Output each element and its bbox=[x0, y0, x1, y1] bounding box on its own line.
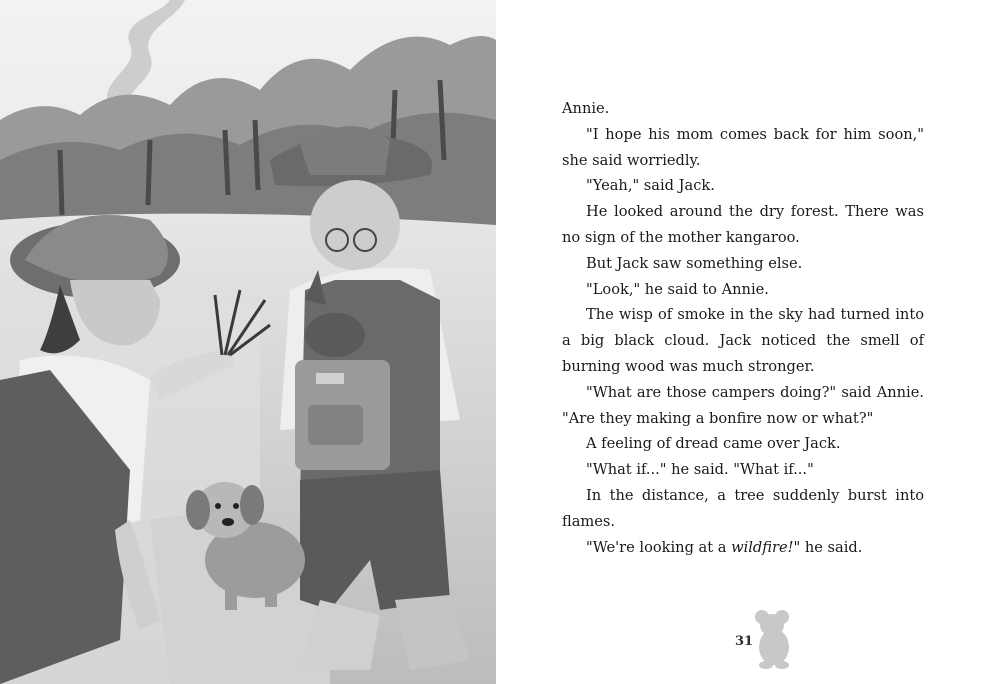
paragraph: He looked around the dry forest. There was no sign of the mother kangaroo. bbox=[562, 203, 924, 246]
paragraph: "What if..." he said. "What if..." bbox=[586, 461, 814, 479]
paragraph: "I hope his mom comes back for him soon," she said worriedly. bbox=[562, 125, 924, 169]
paragraph: "Look," he said to Annie. bbox=[586, 280, 769, 298]
story-text bbox=[562, 96, 924, 560]
paragraph: The wisp of smoke in the sky had turned into a big black cloud. Jack noticed the smell of burning wood was much stronger. bbox=[562, 306, 924, 375]
koala-silhouette-icon bbox=[754, 607, 794, 669]
page-number: 31 bbox=[735, 634, 754, 649]
final-text-before: "We're looking at a bbox=[586, 538, 732, 556]
final-paragraph bbox=[562, 535, 924, 561]
paragraph: "What are those campers doing?" said Annie. "Are they making a bonfire now or what?" bbox=[562, 383, 924, 427]
emphasis-word: wildfire! bbox=[731, 538, 794, 556]
paragraph: Annie. bbox=[562, 100, 610, 117]
paragraph: "Yeah," said Jack. bbox=[586, 177, 715, 195]
paragraph: But Jack saw something else. bbox=[586, 254, 803, 272]
final-text-after: " he said. bbox=[793, 538, 863, 556]
paragraph: A feeling of dread came over Jack. bbox=[586, 435, 841, 453]
paragraph: In the distance, a tree suddenly burst into flames. bbox=[562, 486, 924, 530]
